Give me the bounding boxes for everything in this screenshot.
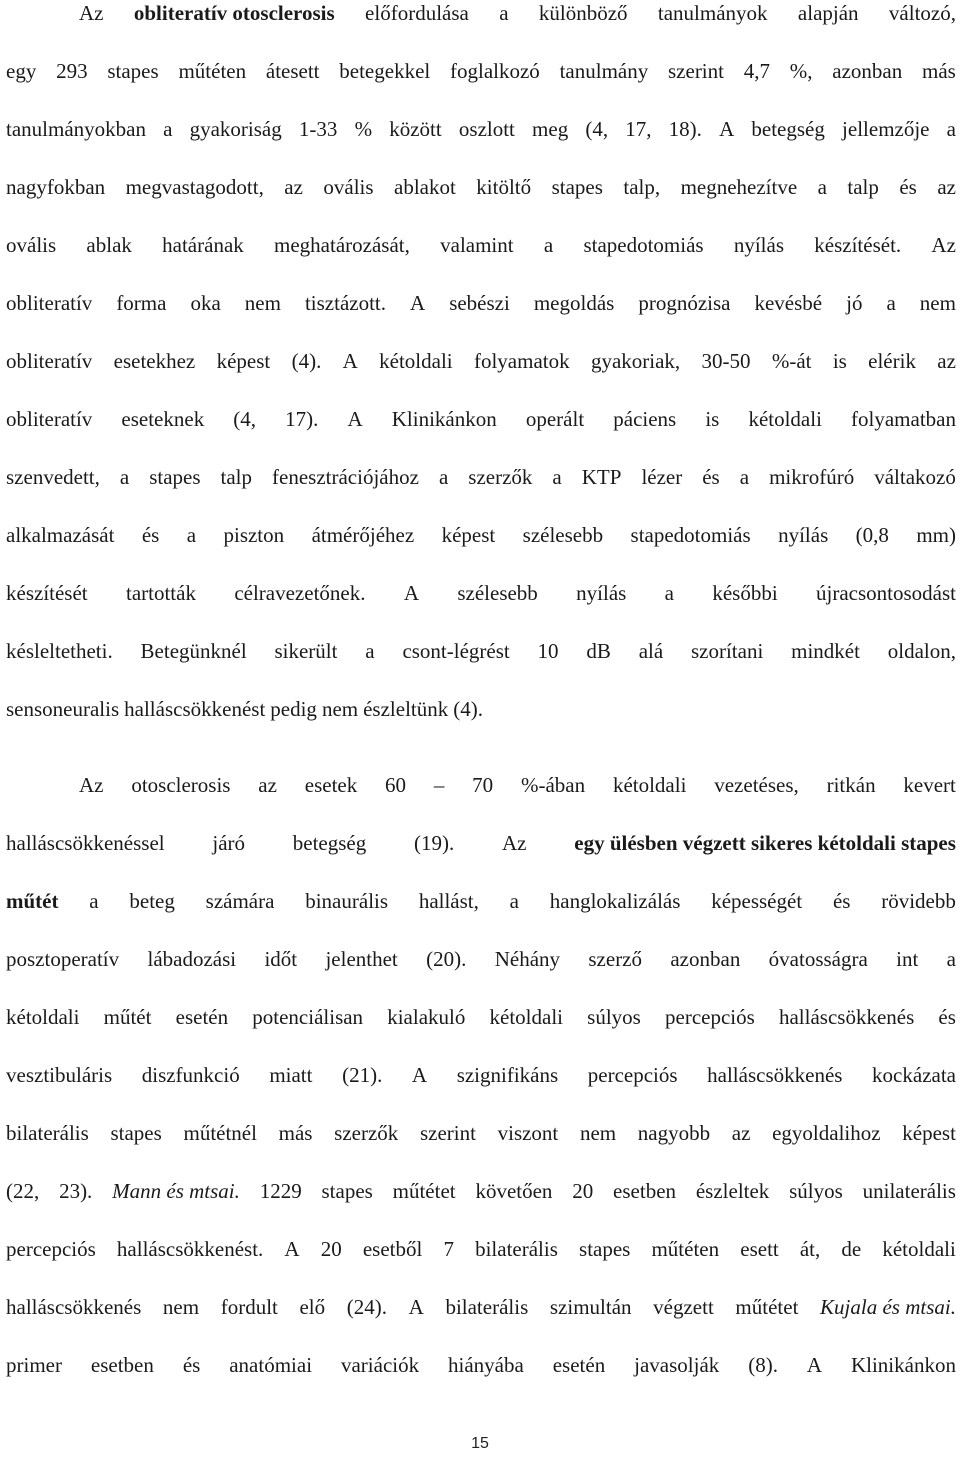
word: variációk bbox=[340, 1353, 420, 1377]
text-line bbox=[6, 348, 956, 374]
word: a bbox=[119, 465, 130, 489]
word: alá bbox=[638, 639, 664, 663]
word: operált bbox=[525, 407, 585, 431]
word: (4, bbox=[585, 117, 609, 141]
word: posztoperatív bbox=[6, 947, 120, 971]
word: elérik bbox=[868, 349, 916, 373]
word: percepciós bbox=[587, 1063, 678, 1087]
word: kétoldali bbox=[748, 407, 822, 431]
word: A bbox=[410, 291, 426, 315]
word: stapes bbox=[110, 1121, 162, 1145]
word: vesztibuláris bbox=[6, 1063, 113, 1087]
word: alkalmazását bbox=[6, 523, 115, 547]
word: a bbox=[499, 1, 509, 25]
word: (24). bbox=[346, 1295, 388, 1319]
word: átesett bbox=[265, 59, 320, 83]
text-line bbox=[6, 1062, 956, 1088]
word: folyamatban bbox=[851, 407, 956, 431]
word: %, bbox=[789, 59, 813, 83]
word: jó bbox=[846, 291, 863, 315]
word: 70 bbox=[472, 773, 494, 797]
text-line bbox=[6, 1236, 956, 1262]
word: stapes bbox=[149, 465, 201, 489]
word: bilaterális bbox=[475, 1237, 558, 1261]
word: más bbox=[922, 59, 956, 83]
word: javasolják bbox=[634, 1353, 720, 1377]
word: átmérőjéhez bbox=[311, 523, 415, 547]
word: tartották bbox=[125, 581, 196, 605]
word: ablak bbox=[86, 233, 132, 257]
word: viszont bbox=[497, 1121, 559, 1145]
word: Betegünknél bbox=[140, 639, 247, 663]
word: és bbox=[938, 1005, 956, 1029]
text-line bbox=[6, 830, 956, 856]
word: mm) bbox=[916, 523, 956, 547]
word: (20). bbox=[426, 947, 467, 971]
word: jelenthet bbox=[325, 947, 398, 971]
word: egy bbox=[6, 59, 37, 83]
text-line bbox=[6, 174, 956, 200]
word: át, bbox=[799, 1237, 821, 1261]
word: halláscsökkenést. bbox=[116, 1237, 264, 1261]
word: képest bbox=[216, 349, 271, 373]
word: készítését. bbox=[814, 233, 902, 257]
word: nyílás bbox=[778, 523, 829, 547]
text-line bbox=[6, 1178, 956, 1204]
word: nagyobb bbox=[637, 1121, 711, 1145]
bold-text: obliteratív otosclerosis bbox=[133, 1, 335, 25]
word: 17, bbox=[625, 117, 652, 141]
word: Az bbox=[79, 1, 104, 25]
word: (22, bbox=[6, 1179, 40, 1203]
word: bilaterális bbox=[445, 1295, 529, 1319]
word: (19). bbox=[414, 831, 455, 855]
word: talp bbox=[847, 175, 879, 199]
word: a bbox=[186, 523, 197, 547]
word: valamint bbox=[440, 233, 514, 257]
word: tisztázott. bbox=[304, 291, 387, 315]
word: későbbi bbox=[712, 581, 778, 605]
word: óvatosságra bbox=[768, 947, 868, 971]
word: A bbox=[411, 1063, 428, 1087]
italic-text: Kujala és mtsai. bbox=[820, 1295, 956, 1319]
word: A bbox=[408, 1295, 424, 1319]
word: kétoldali bbox=[612, 773, 687, 797]
word: műtéten bbox=[651, 1237, 720, 1261]
word: halláscsökkenést bbox=[124, 697, 266, 721]
word: (0,8 bbox=[855, 523, 889, 547]
word: esetén bbox=[175, 1005, 229, 1029]
word: stapes bbox=[107, 59, 159, 83]
word: talp bbox=[220, 465, 253, 489]
word: fordult bbox=[220, 1295, 278, 1319]
word: (4). bbox=[453, 697, 483, 721]
word: vezetéses, bbox=[714, 773, 799, 797]
word: nem bbox=[919, 291, 956, 315]
word: esetek bbox=[304, 773, 358, 797]
word: lézer bbox=[641, 465, 683, 489]
word: obliteratív bbox=[6, 291, 93, 315]
word: az bbox=[937, 349, 956, 373]
word: képest bbox=[902, 1121, 956, 1145]
word: Klinikánkon bbox=[391, 407, 497, 431]
word: 18). bbox=[668, 117, 702, 141]
word: műtéten bbox=[178, 59, 247, 83]
word: esetben bbox=[613, 1179, 677, 1203]
word: kockázata bbox=[872, 1063, 956, 1087]
word: diszfunkció bbox=[141, 1063, 240, 1087]
word: (8). bbox=[748, 1353, 778, 1377]
text-line bbox=[6, 1120, 956, 1146]
word: a bbox=[543, 233, 554, 257]
word: de bbox=[841, 1237, 862, 1261]
text-line bbox=[6, 580, 956, 606]
word: páciens bbox=[613, 407, 677, 431]
word: dB bbox=[586, 639, 611, 663]
word: nyílás bbox=[733, 233, 785, 257]
word: alapján bbox=[797, 1, 859, 25]
word: hallást, bbox=[418, 889, 479, 913]
word: súlyos bbox=[587, 1005, 641, 1029]
word: foglalkozó bbox=[450, 59, 540, 83]
word: újracsontosodást bbox=[816, 581, 956, 605]
word: beteg bbox=[129, 889, 175, 913]
word: csont-légrést bbox=[402, 639, 510, 663]
word: 1229 bbox=[259, 1179, 302, 1203]
word: sebészi bbox=[449, 291, 510, 315]
text-line bbox=[6, 406, 956, 432]
word: és bbox=[702, 465, 720, 489]
word: Az bbox=[502, 831, 527, 855]
word: számára bbox=[205, 889, 275, 913]
text-line bbox=[6, 888, 956, 914]
word: (4, bbox=[233, 407, 257, 431]
word: unilaterális bbox=[862, 1179, 956, 1203]
word: halláscsökkenés bbox=[707, 1063, 843, 1087]
word: lábadozási bbox=[147, 947, 237, 971]
word: nyílás bbox=[576, 581, 627, 605]
word: (21). bbox=[342, 1063, 383, 1087]
word: Az bbox=[931, 233, 956, 257]
word: 1-33 bbox=[298, 117, 338, 141]
word: prognózisa bbox=[638, 291, 731, 315]
word: ovális bbox=[323, 175, 374, 199]
word: ritkán bbox=[826, 773, 876, 797]
word: 23). bbox=[59, 1179, 93, 1203]
word: a bbox=[438, 465, 449, 489]
word: szélesebb bbox=[522, 523, 604, 547]
word: gyakoriak, bbox=[590, 349, 681, 373]
word: előfordulása bbox=[365, 1, 469, 25]
word: kétoldali bbox=[6, 1005, 80, 1029]
word: más bbox=[278, 1121, 313, 1145]
word: megvastagodott, bbox=[125, 175, 264, 199]
page-number: 15 bbox=[471, 1435, 489, 1452]
word: 30-50 bbox=[701, 349, 751, 373]
italic-text: Mann és mtsai. bbox=[112, 1179, 240, 1203]
word: célravezetőnek. bbox=[234, 581, 366, 605]
word: miatt bbox=[269, 1063, 313, 1087]
word: sikerült bbox=[274, 639, 338, 663]
word: szimultán bbox=[549, 1295, 632, 1319]
word: A bbox=[806, 1353, 823, 1377]
word: készítését bbox=[6, 581, 88, 605]
word: nagyfokban bbox=[6, 175, 106, 199]
text-line bbox=[6, 290, 956, 316]
word: 293 bbox=[56, 59, 88, 83]
word: int bbox=[896, 947, 919, 971]
word: tanulmányokban bbox=[6, 117, 146, 141]
word: A bbox=[403, 581, 419, 605]
word: az bbox=[731, 1121, 751, 1145]
word: folyamatok bbox=[473, 349, 570, 373]
word: 20 bbox=[320, 1237, 342, 1261]
word: kialakuló bbox=[387, 1005, 466, 1029]
word: KTP bbox=[581, 465, 622, 489]
word: A bbox=[719, 117, 735, 141]
word: egyoldalihoz bbox=[772, 1121, 881, 1145]
word: nem bbox=[244, 291, 281, 315]
text-line bbox=[6, 696, 956, 722]
word: A bbox=[347, 407, 363, 431]
word: szerint bbox=[419, 1121, 476, 1145]
word: műtétnél bbox=[183, 1121, 257, 1145]
word: a bbox=[664, 581, 674, 605]
word: (4). bbox=[291, 349, 322, 373]
word: eseteknek bbox=[121, 407, 205, 431]
word: megoldás bbox=[533, 291, 615, 315]
word: stapes bbox=[551, 175, 603, 199]
text-line bbox=[6, 1352, 956, 1378]
word: műtét bbox=[103, 1005, 152, 1029]
word: obliteratív bbox=[6, 407, 93, 431]
word: ablakot bbox=[394, 175, 456, 199]
word: a bbox=[739, 465, 750, 489]
word: A bbox=[284, 1237, 300, 1261]
word: stapedotomiás bbox=[630, 523, 751, 547]
word: 60 bbox=[385, 773, 407, 797]
word: hanglokalizálás bbox=[549, 889, 681, 913]
word: kétoldali bbox=[882, 1237, 956, 1261]
word: esetekhez bbox=[113, 349, 196, 373]
word: kevert bbox=[903, 773, 956, 797]
word: megnehezítve bbox=[680, 175, 798, 199]
text-line bbox=[6, 116, 956, 142]
word: otosclerosis bbox=[131, 773, 231, 797]
word: anatómiai bbox=[229, 1353, 313, 1377]
word: végzett bbox=[653, 1295, 714, 1319]
word: mindkét bbox=[791, 639, 860, 663]
word: azonban bbox=[832, 59, 903, 83]
word: betegekkel bbox=[339, 59, 431, 83]
word: halláscsökkenés bbox=[778, 1005, 915, 1029]
text-line bbox=[6, 58, 956, 84]
word: halláscsökkenés bbox=[6, 1295, 142, 1319]
word: oldalon, bbox=[887, 639, 956, 663]
word: 10 bbox=[537, 639, 559, 663]
word: stapes bbox=[579, 1237, 631, 1261]
word: mikrofúró bbox=[769, 465, 855, 489]
word: a bbox=[509, 889, 519, 913]
word: nem bbox=[579, 1121, 617, 1145]
word: nem bbox=[162, 1295, 200, 1319]
word: %-át bbox=[771, 349, 812, 373]
word: és bbox=[141, 523, 160, 547]
word: Néhány bbox=[494, 947, 561, 971]
word: piszton bbox=[223, 523, 285, 547]
word: jellemzője bbox=[842, 117, 930, 141]
word: stapedotomiás bbox=[583, 233, 704, 257]
word: határának bbox=[162, 233, 244, 257]
word: sensoneuralis bbox=[6, 697, 120, 721]
word: műtétet bbox=[735, 1295, 799, 1319]
word: is bbox=[832, 349, 847, 373]
word: az bbox=[937, 175, 956, 199]
word: szignifikáns bbox=[456, 1063, 559, 1087]
word: észleltünk bbox=[363, 697, 449, 721]
word: esetén bbox=[552, 1353, 606, 1377]
word: betegség bbox=[751, 117, 825, 141]
word: percepciós bbox=[6, 1237, 96, 1261]
word: a bbox=[163, 117, 173, 141]
word: percepciós bbox=[665, 1005, 755, 1029]
word: stapes bbox=[321, 1179, 373, 1203]
word: 7 bbox=[443, 1237, 454, 1261]
word: között bbox=[389, 117, 442, 141]
text-line bbox=[6, 464, 956, 490]
word: az bbox=[284, 175, 303, 199]
word: képességét bbox=[711, 889, 803, 913]
text-line bbox=[6, 522, 956, 548]
text-line bbox=[6, 638, 956, 664]
word: obliteratív bbox=[6, 349, 93, 373]
word: szorítani bbox=[690, 639, 764, 663]
word: a bbox=[886, 291, 896, 315]
word: tanulmány bbox=[559, 59, 649, 83]
word: meghatározását, bbox=[274, 233, 410, 257]
text-line bbox=[6, 1004, 956, 1030]
word: a bbox=[817, 175, 827, 199]
word: észleltek bbox=[695, 1179, 770, 1203]
word: tanulmányok bbox=[657, 1, 768, 25]
word: rövidebb bbox=[881, 889, 956, 913]
word: halláscsökkenéssel bbox=[6, 831, 165, 855]
word: % bbox=[354, 117, 373, 141]
word: súlyos bbox=[789, 1179, 843, 1203]
word: betegség bbox=[292, 831, 367, 855]
word: váltakozó bbox=[874, 465, 956, 489]
word: szerzők bbox=[468, 465, 533, 489]
word: kétoldali bbox=[379, 349, 453, 373]
word: a bbox=[89, 889, 99, 913]
word: binaurális bbox=[305, 889, 389, 913]
word: kitöltő bbox=[476, 175, 532, 199]
word: késleltetheti. bbox=[6, 639, 113, 663]
word: ovális bbox=[6, 233, 57, 257]
word: oszlott bbox=[458, 117, 515, 141]
word: és bbox=[182, 1353, 201, 1377]
word: %-ában bbox=[520, 773, 586, 797]
word: műtétet bbox=[392, 1179, 456, 1203]
word: bilaterális bbox=[6, 1121, 89, 1145]
word: szerzők bbox=[334, 1121, 399, 1145]
word: A bbox=[342, 349, 358, 373]
word: esetből bbox=[362, 1237, 423, 1261]
word: meg bbox=[532, 117, 569, 141]
bold-text: műtét bbox=[6, 889, 59, 913]
word: Az bbox=[79, 773, 104, 797]
word: forma bbox=[116, 291, 167, 315]
word: szerző bbox=[588, 947, 643, 971]
word: a bbox=[946, 117, 956, 141]
text-line bbox=[6, 1294, 956, 1320]
word: azonban bbox=[670, 947, 741, 971]
word: szerint bbox=[668, 59, 724, 83]
word: talp, bbox=[623, 175, 661, 199]
word: és bbox=[832, 889, 851, 913]
word: időt bbox=[264, 947, 298, 971]
word: a bbox=[946, 947, 956, 971]
word: primer bbox=[6, 1353, 62, 1377]
text-line bbox=[79, 772, 956, 798]
word: esett bbox=[740, 1237, 779, 1261]
word: szenvedett, bbox=[6, 465, 100, 489]
word: elő bbox=[299, 1295, 326, 1319]
word: fenesztrációjához bbox=[272, 465, 419, 489]
word: a bbox=[365, 639, 375, 663]
word: 17). bbox=[285, 407, 319, 431]
word: 20 bbox=[572, 1179, 594, 1203]
word: esetben bbox=[90, 1353, 154, 1377]
word: nem bbox=[321, 697, 359, 721]
word: szélesebb bbox=[457, 581, 538, 605]
text-line bbox=[6, 946, 956, 972]
word: oka bbox=[190, 291, 221, 315]
word: is bbox=[705, 407, 720, 431]
word: a bbox=[552, 465, 562, 489]
word: követően bbox=[475, 1179, 553, 1203]
word: az bbox=[258, 773, 277, 797]
word: különböző bbox=[538, 1, 628, 25]
text-line bbox=[6, 232, 956, 258]
word: Klinikánkon bbox=[850, 1353, 956, 1377]
word: és bbox=[899, 175, 917, 199]
word: 4,7 bbox=[743, 59, 770, 83]
word: potenciálisan bbox=[252, 1005, 364, 1029]
word: kevésbé bbox=[754, 291, 823, 315]
word: képest bbox=[441, 523, 496, 547]
text-line bbox=[79, 0, 956, 26]
word: – bbox=[433, 773, 445, 797]
word: gyakoriság bbox=[189, 117, 282, 141]
word: kétoldali bbox=[489, 1005, 564, 1029]
word: hiányába bbox=[448, 1353, 524, 1377]
word: változó, bbox=[888, 1, 956, 25]
word: járó bbox=[212, 831, 246, 855]
bold-text: egy ülésben végzett sikeres kétoldali stapes bbox=[574, 831, 956, 855]
word: pedig bbox=[270, 697, 317, 721]
